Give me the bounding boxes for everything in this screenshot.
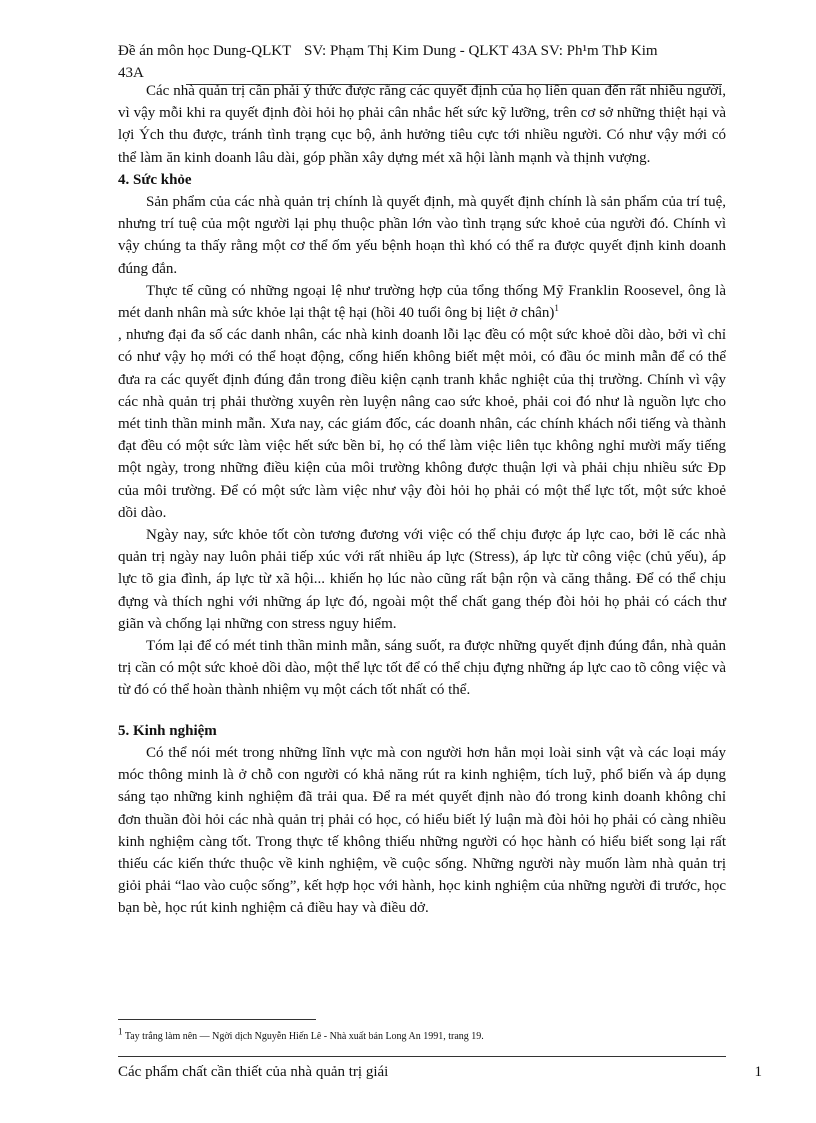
section-heading-experience: 5. Kinh nghiệm [118, 722, 217, 739]
document-body [118, 80, 726, 920]
paragraph-health-4: Tóm lại để có mét tinh thần minh mẫn, sáng suốt, ra được những quyết định đúng đắn, nhà quản trị cần có một sức khoẻ dồi dào, một thể lực tốt để có thể chịu đựng những áp lực cao tõ công việc và từ đó có thể hoàn thành nhiệm vụ một cách tốt nhất có thể. [118, 638, 726, 699]
paragraph-health-1: Sản phẩm của các nhà quản trị chính là quyết định, mà quyết định chính là sản phẩm của trí tuệ, nhưng trí tuệ của một người lại phụ thuộc phần lớn vào tình trạng sức khoẻ của người đó. Chính vì vậy chúng ta thấy rằng một cơ thể ốm yếu bệnh hoạn thì khó có thể ra được quyết định kinh doanh đúng đắn. [118, 194, 726, 277]
paragraph-intro: Các nhà quản trị cần phải ý thức được rằng các quyết định của họ liên quan đến rất nhiều người, vì vậy mỗi khi ra quyết định đòi hỏi họ phải cân nhắc hết sức kỹ lưỡng, trên cơ sở những thiệt hại và lợi Ých thu được, tránh tình trạng cục bộ, ảnh hưởng tiêu cực tới nhiều người. Có như vậy mới có thể làm ăn kinh doanh lâu dài, góp phần xây dựng mét xã hội lành mạnh và thịnh vượng. [118, 83, 726, 166]
footnote-number: 1 [118, 1026, 123, 1037]
paragraph-health-2 [118, 280, 726, 524]
paragraph-experience-1: Có thể nói mét trong những lĩnh vực mà con người hơn hẳn mọi loài sinh vật và các loại máy móc thông minh là ở chỗ con người có khả năng rút ra kinh nghiệm, tích luỹ, phổ biến và áp dụng sáng tạo những kinh nghiệm đã trải qua. Để ra mét quyết định nào đó trong kinh doanh không chỉ đơn thuần đòi hỏi các nhà quản trị phải có học, có hiểu biết lý luận mà đòi hỏi họ phải có càng nhiều kinh nghiệm càng tốt. Trong thực tế không thiếu những người có học hành có hiểu biết song lại rất thiếu các kiến thức thuộc về kinh nghiệm, về cuộc sống. Những người này muốn làm nhà quản trị giỏi phải “lao vào cuộc sống”, kết hợp học với hành, học kinh nghiệm của những người đi trước, học bạn bè, học rút kinh nghiệm cả điều hay và điều dở. [118, 744, 726, 917]
section-spacer [118, 702, 726, 720]
footer-title: Các phẩm chất cần thiết của nhà quản trị giái [118, 1064, 389, 1080]
header-student-info: SV: Phạm Thị Kim Dung - QLKT 43A SV: Ph¹m ThÞ Kim [304, 43, 658, 59]
paragraph-health-3: Ngày nay, sức khỏe tốt còn tương đương với việc có thể chịu được áp lực cao, bởi lẽ các nhà quản trị ngày nay luôn phải tiếp xúc với rất nhiều áp lực (Stress), áp lực từ công việc (chủ yếu), áp lực tõ gia đình, áp lực từ xã hội... khiến họ lúc nào cũng rất bận rộn và căng thẳng. Để có thể chịu đựng và thích nghi với những áp lực đó, ngoài một thể chất gang thép đòi hỏi họ phải có cách thư giãn và chống lại những con stress nguy hiểm. [118, 527, 726, 632]
footer-rule [118, 1056, 726, 1057]
footnote-reference: 1 [554, 303, 559, 314]
paragraph-health-2-part-b: , nhưng đại đa số các danh nhân, các nhà kinh doanh lỗi lạc đều có một sức khoẻ dồi dào, bởi vì chỉ có như vậy họ mới có thể hoạt động, cống hiến không biết mệt mỏi, có đầu óc minh mẫn để có thể đưa ra các quyết định đúng đắn trong điều kiện cạnh tranh khắc nghiệt của thị trường. Chính vì vậy các nhà quản trị phải thường xuyên rèn luyện nâng cao sức khoẻ, phải coi đó như là nguồn lực cho mét tinh thần minh mẫn. Xưa nay, các giám đốc, các doanh nhân, các chính khách nổi tiếng và thành đạt đều có một sức làm việc hết sức bền bỉ, họ có thể làm việc liên tục không nghỉ mười mấy tiếng một ngày, trong những điều kiện của môi trường không được thuận lợi và phải chịu nhiều sức Ðp của môi trường. Để có một sức làm việc như vậy đòi hỏi họ phải có một thể lực tốt, một sức khoẻ dồi dào. [118, 327, 726, 521]
page-number: 1 [754, 1064, 762, 1080]
header-course-title: Đề án môn học Dung-QLKT 43A [118, 43, 292, 81]
page-footer [118, 1062, 762, 1082]
footnote [118, 1026, 726, 1044]
footnote-rule [118, 1019, 316, 1020]
section-heading-health: 4. Sức khỏe [118, 171, 192, 188]
paragraph-health-2-part-a: Thực tế cũng có những ngoại lệ như trường hợp của tổng thống Mỹ Franklin Roosevel, ông là mét danh nhân mà sức khỏe lại thật tệ hại (hồi 40 tuổi ông bị liệt ở chân) [118, 282, 726, 322]
footnote-text: Tay trắng làm nên — Ngời dịch Nguyễn Hiến Lê - Nhà xuất bản Long An 1991, trang 19. [124, 1031, 484, 1042]
